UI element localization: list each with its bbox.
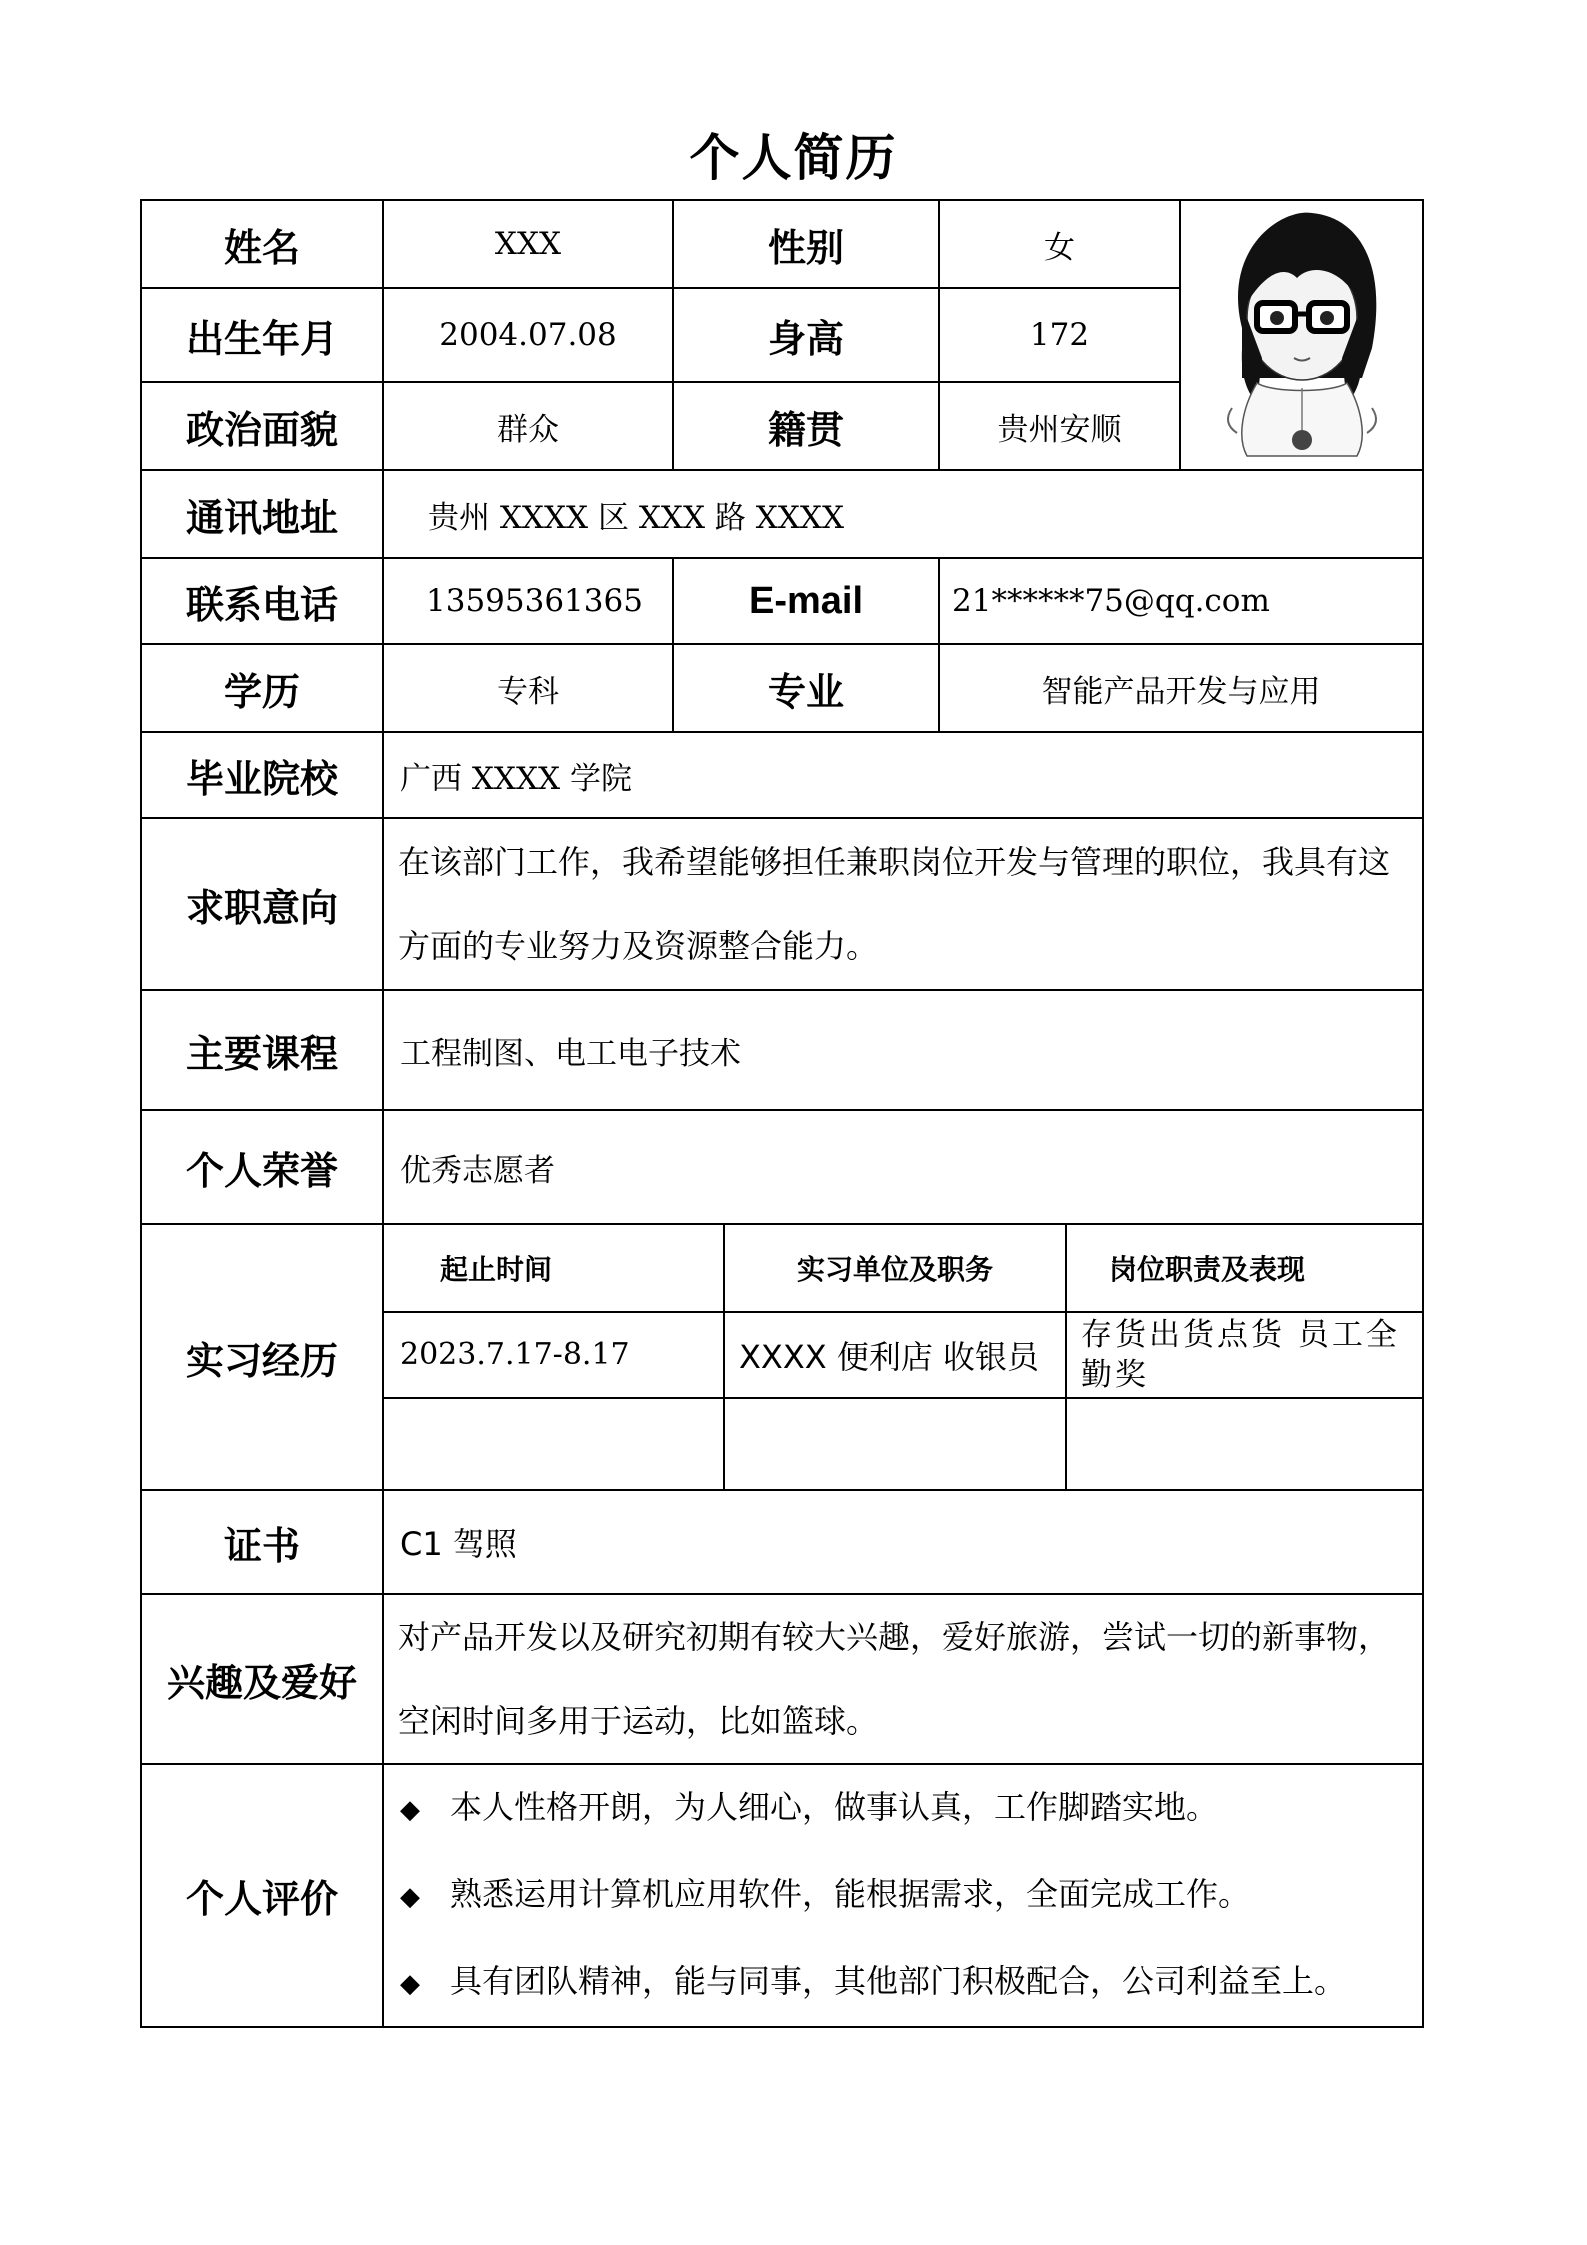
phone-value: 13595361365 <box>383 558 673 644</box>
certificate-value: C1 驾照 <box>383 1490 1423 1594</box>
school-label: 毕业院校 <box>141 732 383 818</box>
native-value: 贵州安顺 <box>939 382 1180 470</box>
major-value: 智能产品开发与应用 <box>939 644 1423 732</box>
evaluation-item <box>384 1765 1422 1852</box>
courses-label: 主要课程 <box>141 990 383 1110</box>
row-phone <box>141 558 1423 644</box>
hobbies-label: 兴趣及爱好 <box>141 1594 383 1764</box>
objective-text <box>383 818 1423 990</box>
major-label: 专业 <box>673 644 939 732</box>
internship-header-duty: 岗位职责及表现 <box>1066 1225 1422 1312</box>
evaluation-item <box>384 1852 1422 1939</box>
evaluation-item-text: 熟悉运用计算机应用软件，能根据需求，全面完成工作。 <box>450 1875 1251 1913</box>
internship-duty-line-1: 存货出货点货 员工全 <box>1081 1316 1400 1353</box>
internship-header-company: 实习单位及职务 <box>724 1225 1066 1312</box>
hobbies-text <box>383 1594 1423 1764</box>
row-courses <box>141 990 1423 1110</box>
diamond-bullet-icon: ◆ <box>400 1882 420 1912</box>
row-school <box>141 732 1423 818</box>
objective-line-1: 在该部门工作，我希望能够担任兼职岗位开发与管理的职位，我具有这 <box>398 843 1391 881</box>
internship-header-row <box>384 1225 1422 1312</box>
evaluation-list <box>383 1764 1423 2027</box>
email-label: E-mail <box>673 558 939 644</box>
height-value: 172 <box>939 288 1180 382</box>
certificate-label: 证书 <box>141 1490 383 1594</box>
gender-value: 女 <box>939 200 1180 288</box>
internship-label: 实习经历 <box>141 1224 383 1490</box>
email-value: 21******75@qq.com <box>939 558 1423 644</box>
diamond-bullet-icon: ◆ <box>400 1795 420 1825</box>
resume-title: 个人简历 <box>689 129 898 187</box>
birth-label: 出生年月 <box>141 288 383 382</box>
honors-value: 优秀志愿者 <box>383 1110 1423 1224</box>
evaluation-item <box>384 1939 1422 2026</box>
evaluation-item-text: 具有团队精神，能与同事，其他部门积极配合，公司利益至上。 <box>450 1962 1347 2000</box>
courses-value: 工程制图、电工电子技术 <box>383 990 1423 1110</box>
internship-row <box>384 1312 1422 1399</box>
row-hobbies <box>141 1594 1423 1764</box>
gender-label: 性别 <box>673 200 939 288</box>
photo-cell <box>1180 200 1423 470</box>
cartoon-girl-with-glasses-icon <box>1202 208 1402 458</box>
name-value: XXX <box>383 200 673 288</box>
birth-value: 2004.07.08 <box>383 288 673 382</box>
row-name <box>141 200 1423 288</box>
internship-table <box>384 1225 1422 1489</box>
row-objective <box>141 818 1423 990</box>
objective-label: 求职意向 <box>141 818 383 990</box>
internship-duty-line-2: 勤奖 <box>1081 1356 1149 1393</box>
row-certificate <box>141 1490 1423 1594</box>
hobbies-line-1: 对产品开发以及研究初期有较大兴趣，爱好旅游，尝试一切的新事物， <box>398 1618 1391 1656</box>
internship-period: 2023.7.17-8.17 <box>384 1312 724 1399</box>
honors-label: 个人荣誉 <box>141 1110 383 1224</box>
internship-company: XXXX 便利店 收银员 <box>724 1312 1066 1399</box>
internship-header-period: 起止时间 <box>384 1225 724 1312</box>
education-label: 学历 <box>141 644 383 732</box>
height-label: 身高 <box>673 288 939 382</box>
internship-empty-cell <box>1066 1398 1422 1489</box>
phone-label: 联系电话 <box>141 558 383 644</box>
row-honors <box>141 1110 1423 1224</box>
evaluation-label: 个人评价 <box>141 1764 383 2027</box>
internship-empty-cell <box>384 1398 724 1489</box>
evaluation-item-text: 本人性格开朗，为人细心，做事认真，工作脚踏实地。 <box>450 1788 1219 1826</box>
row-internship <box>141 1224 1423 1490</box>
resume-table <box>140 199 1424 2028</box>
politics-value: 群众 <box>383 382 673 470</box>
diamond-bullet-icon: ◆ <box>400 1969 420 1999</box>
education-value: 专科 <box>383 644 673 732</box>
politics-label: 政治面貌 <box>141 382 383 470</box>
objective-line-2: 方面的专业努力及资源整合能力。 <box>398 927 879 965</box>
internship-empty-row <box>384 1398 1422 1489</box>
row-education <box>141 644 1423 732</box>
native-label: 籍贯 <box>673 382 939 470</box>
address-value: 贵州 XXXX 区 XXX 路 XXXX <box>383 470 1423 558</box>
school-value: 广西 XXXX 学院 <box>383 732 1423 818</box>
internship-cell <box>383 1224 1423 1490</box>
internship-duty <box>1066 1312 1422 1399</box>
row-evaluation <box>141 1764 1423 2027</box>
name-label: 姓名 <box>141 200 383 288</box>
address-label: 通讯地址 <box>141 470 383 558</box>
internship-empty-cell <box>724 1398 1066 1489</box>
hobbies-line-2: 空闲时间多用于运动，比如篮球。 <box>398 1702 879 1740</box>
row-address <box>141 470 1423 558</box>
